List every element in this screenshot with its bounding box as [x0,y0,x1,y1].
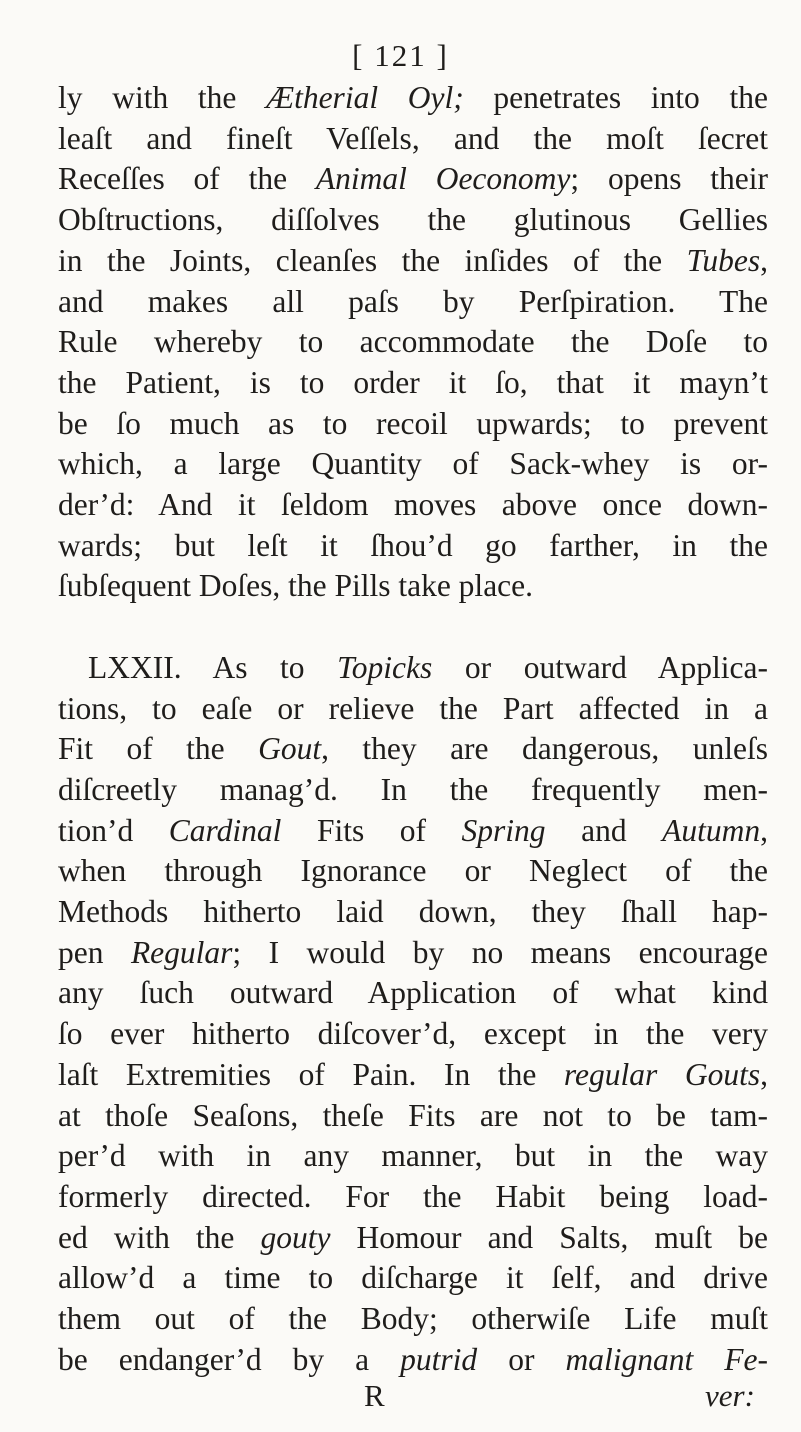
italic-segment: putrid [400,1341,478,1377]
text-segment: and makes all paſs by Perſpiration. The [58,283,768,319]
text-line [58,1014,768,1055]
text-segment: leaſt and fineſt Veſſels, and the moſt ſecret [58,120,768,156]
italic-segment: Tubes [686,242,761,278]
text-segment: , they are dangerous, unleſs [321,731,768,767]
text-line [58,933,768,974]
text-line [58,119,768,160]
text-segment: the Patient, is to order it ſo, that it mayn’t [58,364,768,400]
text-line [58,322,768,363]
text-segment: diſcreetly manag’d. In the frequently men- [58,771,768,807]
text-segment: pen [58,934,131,970]
text-segment: allow’d a time to diſcharge it ſelf, and drive [58,1260,768,1296]
text-segment: , [760,242,768,278]
text-segment: which, a large Quantity of Sack-whey is or- [58,446,768,482]
catchword: ver: [705,1378,755,1413]
signature-mark: R [364,1378,385,1413]
text-line [58,1096,768,1137]
text-segment: be ſo much as to recoil upwards; to prevent [58,405,768,441]
text-segment: ſubſequent Doſes, the Pills take place. [58,568,534,604]
text-line [58,159,768,200]
text-line [58,1258,768,1299]
text-segment: and [545,812,663,848]
paragraph-2 [58,648,768,1381]
text-segment: in the Joints, cleanſes the inſides of the [58,242,687,278]
text-segment: , [760,1056,768,1092]
italic-segment: Cardinal [168,812,282,848]
text-segment: tion’d [58,812,169,848]
italic-segment: Regular [130,934,233,970]
text-line [58,892,768,933]
text-segment: laſt Extremities of Pain. In the [58,1056,564,1092]
text-line [58,1218,768,1259]
text-segment: Homour and Salts, muſt be [330,1219,768,1255]
text-line [58,689,768,730]
italic-segment: Animal Oeconomy [315,161,571,197]
text-line [58,566,768,607]
text-segment: at thoſe Seaſons, theſe Fits are not to be tam- [58,1097,768,1133]
text-segment: formerly directed. For the Habit being load- [58,1178,768,1214]
text-segment: Obſtructions, diſſolves the glutinous Gellies [58,202,768,238]
text-line [58,851,768,892]
text-line [58,973,768,1014]
text-line [58,485,768,526]
text-segment: or [477,1341,566,1377]
text-line [58,78,768,119]
text-segment: ; I would by no means encourage [232,934,768,970]
italic-segment: Autumn [662,812,761,848]
paragraph-gap [58,607,768,648]
text-segment: wards; but leſt it ſhou’d go farther, in the [58,527,768,563]
text-line [58,1136,768,1177]
italic-segment: regular Gouts [563,1056,761,1092]
text-segment: or outward Applica- [432,649,768,685]
text-line [58,729,768,770]
text-segment: tions, to eaſe or relieve the Part affected in a [58,690,768,726]
italic-segment: Spring [461,812,546,848]
text-line [58,444,768,485]
italic-segment: gouty [260,1219,331,1255]
body-text [58,78,768,1380]
text-segment: Fits of [281,812,462,848]
italic-segment: Ætherial Oyl; [266,80,464,115]
text-line [58,200,768,241]
italic-segment: malignant Fe- [565,1341,768,1377]
text-segment: per’d with in any manner, but in the way [58,1138,768,1174]
text-segment: ſo ever hitherto diſcover’d, except in the very [58,1016,768,1052]
text-segment: when through Ignorance or Neglect of the [58,853,768,889]
text-segment: Fit of the [58,731,259,767]
text-segment: penetrates into the [463,80,768,115]
text-segment: any ſuch outward Application of what kind [58,975,768,1011]
text-segment: Receſſes of the [58,161,316,197]
text-line [58,811,768,852]
text-line [58,241,768,282]
text-segment: Methods hitherto laid down, they ſhall hap- [58,894,768,930]
text-line [58,282,768,323]
text-segment: them out of the Body; otherwiſe Life muſt [58,1301,768,1337]
page-number: [ 121 ] [352,38,449,73]
text-segment: der’d: And it ſeldom moves above once down- [58,487,768,523]
text-line [58,1299,768,1340]
text-line [58,648,768,689]
text-segment: , [760,812,768,848]
text-segment: ed with the [58,1219,261,1255]
text-line [58,1340,768,1381]
text-segment: ly with the [58,80,267,115]
text-segment: Rule whereby to accommodate the Doſe to [58,324,768,360]
paragraph-1 [58,78,768,607]
text-line [58,770,768,811]
text-segment: LXXII. As to [88,649,338,685]
italic-segment: Gout [258,731,322,767]
text-segment: ; opens their [570,161,769,197]
text-line [58,526,768,567]
text-line [58,1055,768,1096]
text-line [58,1177,768,1218]
text-segment: be endanger’d by a [58,1341,401,1377]
text-line [58,363,768,404]
text-line [58,404,768,445]
italic-segment: Topicks [337,649,433,685]
